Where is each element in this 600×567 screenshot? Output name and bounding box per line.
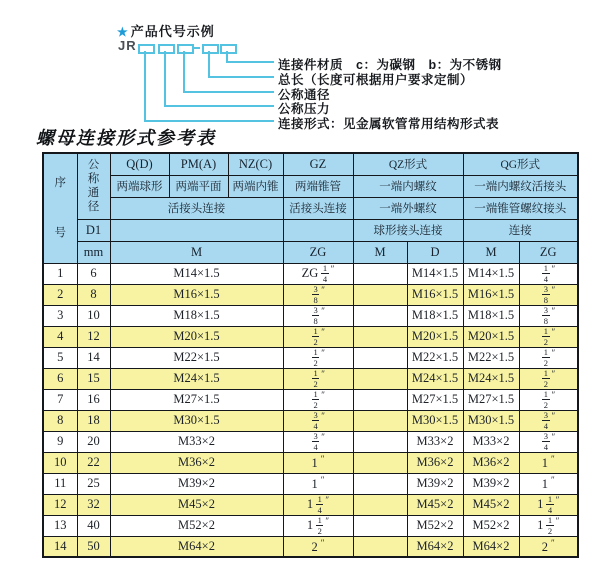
cell-m: M20×1.5	[110, 326, 283, 347]
cell-gz: ZG $\frac{1}{4}$ ″	[283, 263, 353, 284]
cell-no: 12	[43, 494, 77, 515]
table-title: 螺母连接形式参考表	[36, 128, 216, 148]
header-qz-d: D	[407, 241, 463, 263]
cell-dn: 16	[77, 389, 110, 410]
cell-qz-d: M27×1.5	[407, 389, 463, 410]
cell-qg-m: M20×1.5	[463, 326, 519, 347]
cell-m: M45×2	[110, 494, 283, 515]
cell-gz: 1 ″	[283, 473, 353, 494]
cell-qz-m	[353, 452, 407, 473]
header-col-qz: QZ形式	[353, 153, 463, 175]
code-dash	[192, 47, 200, 49]
table-row	[43, 347, 578, 368]
cell-no: 7	[43, 389, 77, 410]
cell-dn: 50	[77, 536, 110, 557]
cell-qz-m	[353, 473, 407, 494]
cell-dn: 22	[77, 452, 110, 473]
cell-m: M18×1.5	[110, 305, 283, 326]
code-box-1	[138, 44, 155, 54]
cell-qz-d: M14×1.5	[407, 263, 463, 284]
cell-gz: 1 $\frac{1}{2}$ ″	[283, 515, 353, 536]
cell-m: M33×2	[110, 431, 283, 452]
cell-qg-zg: $\frac{3}{8}$ ″	[519, 284, 578, 305]
cell-gz: $\frac{1}{2}$ ″	[283, 326, 353, 347]
cell-no: 1	[43, 263, 77, 284]
header-nz-desc: 两端内锥	[228, 175, 283, 197]
connector-line	[164, 105, 274, 107]
diagram-label-length: 总长（长度可根据用户要求定制）	[278, 73, 474, 87]
cell-m: M27×1.5	[110, 389, 283, 410]
table-row	[43, 389, 578, 410]
product-code-prefix: JR	[118, 38, 137, 53]
cell-qg-zg: 1 ″	[519, 452, 578, 473]
cell-dn: 18	[77, 410, 110, 431]
cell-no: 2	[43, 284, 77, 305]
table-row	[43, 368, 578, 389]
header-union-connection: 活接头连接	[110, 197, 283, 219]
cell-qz-d: M64×2	[407, 536, 463, 557]
connector-line	[208, 76, 274, 78]
cell-gz: 1 $\frac{1}{4}$ ″	[283, 494, 353, 515]
cell-qz-m	[353, 368, 407, 389]
code-box-4	[202, 44, 219, 54]
header-qz-desc2: 一端外螺纹	[353, 197, 463, 219]
cell-qz-m	[353, 431, 407, 452]
cell-qg-zg: $\frac{3}{4}$ ″	[519, 431, 578, 452]
cell-no: 8	[43, 410, 77, 431]
table-row	[43, 326, 578, 347]
cell-no: 6	[43, 368, 77, 389]
code-box-5	[220, 44, 237, 54]
cell-dn: 14	[77, 347, 110, 368]
cell-qg-m: M24×1.5	[463, 368, 519, 389]
star-icon: ★	[117, 25, 129, 39]
cell-qg-zg: $\frac{1}{4}$ ″	[519, 263, 578, 284]
header-qg-desc2: 一端锥管螺纹接头	[463, 197, 578, 219]
connector-line	[164, 51, 166, 107]
cell-no: 4	[43, 326, 77, 347]
connector-line	[208, 51, 210, 77]
table-body	[43, 263, 578, 557]
cell-qg-m: M30×1.5	[463, 410, 519, 431]
cell-qz-d: M22×1.5	[407, 347, 463, 368]
cell-qz-m	[353, 410, 407, 431]
table-row	[43, 284, 578, 305]
cell-no: 13	[43, 515, 77, 536]
cell-qg-zg: $\frac{1}{2}$ ″	[519, 368, 578, 389]
header-blank	[283, 219, 353, 241]
cell-gz: $\frac{3}{4}$ ″	[283, 431, 353, 452]
cell-qg-m: M52×2	[463, 515, 519, 536]
cell-qz-m	[353, 347, 407, 368]
connector-line	[144, 51, 146, 122]
cell-gz: 2 ″	[283, 536, 353, 557]
cell-qg-zg: $\frac{3}{8}$ ″	[519, 305, 578, 326]
header-qz-desc1: 一端内螺纹	[353, 175, 463, 197]
code-box-3	[177, 44, 194, 54]
code-box-2	[158, 44, 175, 54]
connector-line	[183, 91, 274, 93]
header-m-thread: M	[110, 241, 283, 263]
cell-m: M14×1.5	[110, 263, 283, 284]
cell-qg-m: M64×2	[463, 536, 519, 557]
connector-line	[144, 120, 274, 122]
header-col-qd: Q(D)	[110, 153, 169, 175]
connector-line	[183, 51, 185, 92]
diagram-title-text: 产品代号示例	[130, 24, 215, 39]
header-nominal-diameter: 公 称 通 径	[77, 153, 110, 219]
cell-qg-m: M18×1.5	[463, 305, 519, 326]
cell-gz: 1 ″	[283, 452, 353, 473]
cell-qz-d: M30×1.5	[407, 410, 463, 431]
cell-qz-d: M16×1.5	[407, 284, 463, 305]
cell-dn: 32	[77, 494, 110, 515]
header-seq: 序 号	[43, 153, 77, 263]
cell-dn: 8	[77, 284, 110, 305]
header-qg-desc1: 一端内螺纹活接头	[463, 175, 578, 197]
cell-qg-m: M33×2	[463, 431, 519, 452]
cell-qz-m	[353, 494, 407, 515]
cell-qg-m: M39×2	[463, 473, 519, 494]
table-row	[43, 263, 578, 284]
header-qg-m: M	[463, 241, 519, 263]
header-mm: mm	[77, 241, 110, 263]
cell-qg-zg: 1 $\frac{1}{2}$ ″	[519, 515, 578, 536]
table-row	[43, 536, 578, 557]
cell-qg-zg: $\frac{3}{4}$ ″	[519, 410, 578, 431]
cell-qg-m: M36×2	[463, 452, 519, 473]
header-gz-desc: 两端锥管	[283, 175, 353, 197]
cell-qz-d: M24×1.5	[407, 368, 463, 389]
cell-qz-d: M39×2	[407, 473, 463, 494]
cell-m: M16×1.5	[110, 284, 283, 305]
cell-qz-m	[353, 263, 407, 284]
cell-qz-d: M52×2	[407, 515, 463, 536]
cell-no: 3	[43, 305, 77, 326]
cell-no: 9	[43, 431, 77, 452]
cell-qz-d: M33×2	[407, 431, 463, 452]
cell-no: 10	[43, 452, 77, 473]
cell-qg-m: M45×2	[463, 494, 519, 515]
cell-qz-m	[353, 284, 407, 305]
cell-qz-m	[353, 389, 407, 410]
cell-m: M52×2	[110, 515, 283, 536]
header-qg-connection: 连接	[463, 219, 578, 241]
cell-m: M30×1.5	[110, 410, 283, 431]
cell-qg-zg: $\frac{1}{2}$ ″	[519, 326, 578, 347]
header-qz-m: M	[353, 241, 407, 263]
nut-connection-reference-table	[42, 152, 579, 558]
cell-qg-m: M27×1.5	[463, 389, 519, 410]
header-pm-desc: 两端平面	[169, 175, 228, 197]
cell-dn: 20	[77, 431, 110, 452]
cell-dn: 15	[77, 368, 110, 389]
table-row	[43, 431, 578, 452]
cell-gz: $\frac{1}{2}$ ″	[283, 389, 353, 410]
cell-qz-m	[353, 326, 407, 347]
table-row	[43, 305, 578, 326]
cell-qg-m: M14×1.5	[463, 263, 519, 284]
cell-qz-d: M20×1.5	[407, 326, 463, 347]
cell-qg-zg: 1 $\frac{1}{4}$ ″	[519, 494, 578, 515]
cell-gz: $\frac{3}{4}$ ″	[283, 410, 353, 431]
connector-line	[226, 61, 274, 63]
header-col-gz: GZ	[283, 153, 353, 175]
header-col-qg: QG形式	[463, 153, 578, 175]
cell-no: 5	[43, 347, 77, 368]
cell-gz: $\frac{1}{2}$ ″	[283, 368, 353, 389]
cell-qg-zg: $\frac{1}{2}$ ″	[519, 389, 578, 410]
cell-qg-zg: 1 ″	[519, 473, 578, 494]
table-row	[43, 494, 578, 515]
header-qz-connection: 球形接头连接	[353, 219, 463, 241]
header-gz-union: 活接头连接	[283, 197, 353, 219]
cell-dn: 10	[77, 305, 110, 326]
cell-qz-m	[353, 305, 407, 326]
cell-qz-d: M45×2	[407, 494, 463, 515]
cell-dn: 12	[77, 326, 110, 347]
diagram-label-pressure: 公称压力	[278, 102, 331, 116]
table-row	[43, 473, 578, 494]
cell-m: M24×1.5	[110, 368, 283, 389]
cell-dn: 6	[77, 263, 110, 284]
cell-m: M64×2	[110, 536, 283, 557]
header-col-nzc: NZ(C)	[228, 153, 283, 175]
product-code-diagram	[0, 0, 600, 130]
cell-qg-zg: 2 ″	[519, 536, 578, 557]
header-col-pma: PM(A)	[169, 153, 228, 175]
cell-dn: 40	[77, 515, 110, 536]
cell-qg-m: M22×1.5	[463, 347, 519, 368]
cell-qz-d: M36×2	[407, 452, 463, 473]
cell-qz-m	[353, 515, 407, 536]
diagram-label-diameter: 公称通径	[278, 88, 331, 102]
cell-m: M22×1.5	[110, 347, 283, 368]
cell-no: 14	[43, 536, 77, 557]
cell-qg-m: M16×1.5	[463, 284, 519, 305]
diagram-label-material: 连接件材质 c：为碳钢 b：为不锈钢	[278, 58, 502, 72]
cell-m: M39×2	[110, 473, 283, 494]
header-zg-thread: ZG	[283, 241, 353, 263]
table-row	[43, 410, 578, 431]
header-blank	[110, 219, 283, 241]
cell-gz: $\frac{3}{8}$ ″	[283, 284, 353, 305]
cell-qg-zg: $\frac{1}{2}$ ″	[519, 347, 578, 368]
cell-m: M36×2	[110, 452, 283, 473]
diagram-label-connection: 连接形式：见金属软管常用结构形式表	[278, 117, 500, 131]
cell-qz-d: M18×1.5	[407, 305, 463, 326]
cell-qz-m	[353, 536, 407, 557]
header-d1: D1	[77, 219, 110, 241]
table-row	[43, 515, 578, 536]
cell-gz: $\frac{3}{8}$ ″	[283, 305, 353, 326]
cell-gz: $\frac{1}{2}$ ″	[283, 347, 353, 368]
header-qg-zg: ZG	[519, 241, 578, 263]
cell-dn: 25	[77, 473, 110, 494]
table-row	[43, 452, 578, 473]
header-q-desc: 两端球形	[110, 175, 169, 197]
cell-no: 11	[43, 473, 77, 494]
